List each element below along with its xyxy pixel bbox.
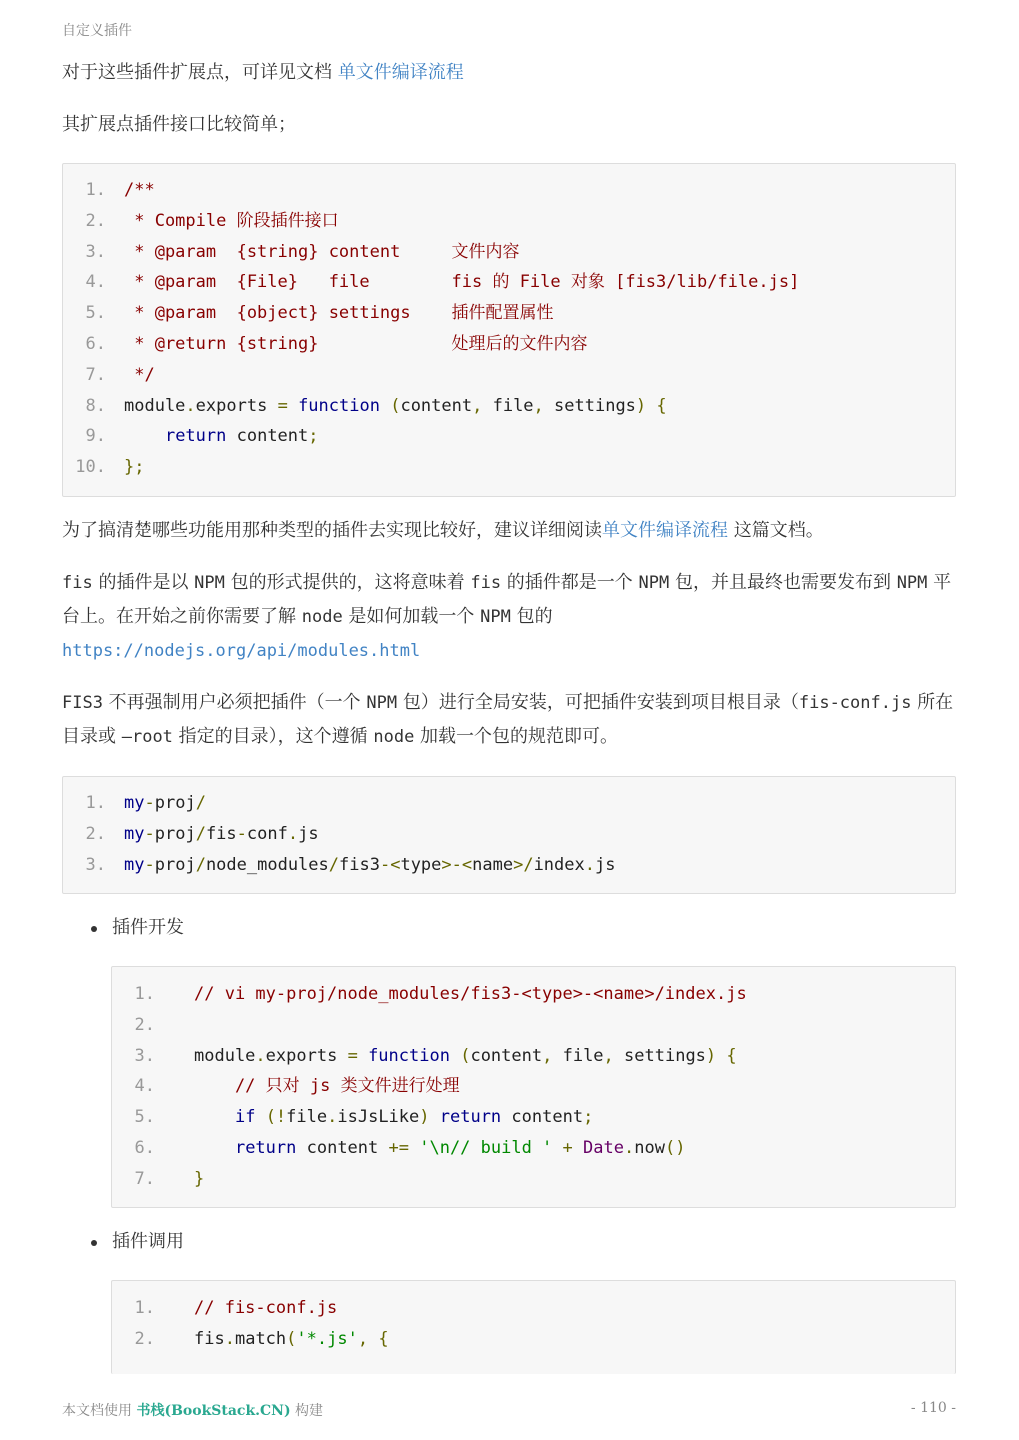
understand-paragraph: 为了搞清楚哪些功能用那种类型的插件去实现比较好，建议详细阅读单文件编译流程 这篇文档。 bbox=[62, 520, 824, 541]
compile-flow-link[interactable]: 单文件编译流程 bbox=[337, 62, 464, 83]
code-block-plugin-development bbox=[111, 966, 956, 1208]
code-line: 6. return content += '\n// build ' + Date . now () bbox=[134, 1137, 686, 1158]
code-line: 10. }; bbox=[75, 457, 145, 478]
page-footer bbox=[62, 1400, 956, 1420]
node-modules-url[interactable]: https://nodejs.org/api/modules.html bbox=[62, 641, 421, 661]
code-line: 2. bbox=[134, 1014, 155, 1035]
code-line: 3. * @param {string} content 文件内容 bbox=[85, 241, 520, 262]
fis3-install-paragraph: FIS3 不再强制用户必须把插件（一个 NPM 包）进行全局安装，可把插件安装到项目根目录（fis-conf.js 所在目录或 —root 指定的目录），这个遵循 node 加载一个包的规范即可。 bbox=[62, 692, 954, 747]
code-line: 4. * @param {File} file fis 的 File 对象 [fis3/lib/file.js] bbox=[85, 272, 800, 293]
code-line: 8. module . exports = function ( content , file , settings ) { bbox=[85, 395, 667, 416]
code-line: 3. module . exports = function ( content , file , settings ) { bbox=[134, 1045, 737, 1066]
code-line: 4. // 只对 js 类文件进行处理 bbox=[134, 1076, 460, 1097]
code-line: 1. // fis-conf.js bbox=[134, 1298, 338, 1318]
npm-paragraph: fis 的插件是以 NPM 包的形式提供的，这将意味着 fis 的插件都是一个 NPM 包，并且最终也需要发布到 NPM 平台上。在开始之前你需要了解 node 是如何加载一个 NPM 包的 https://nodejs.org/api/modules.html bbox=[62, 572, 952, 661]
code-block-project-structure bbox=[62, 776, 956, 894]
code-line: 1. my - proj / bbox=[85, 793, 206, 813]
code-line: 1. // vi my-proj/node_modules/fis3-<type>-<name>/index.js bbox=[134, 984, 747, 1004]
running-header: 自定义插件 bbox=[62, 23, 132, 39]
compile-flow-link-2[interactable]: 单文件编译流程 bbox=[602, 520, 728, 541]
intro-paragraph: 对于这些插件扩展点，可详见文档 单文件编译流程 bbox=[62, 62, 464, 83]
interface-note: 其扩展点插件接口比较简单； bbox=[62, 114, 296, 135]
page-number: - 110 - bbox=[910, 1400, 956, 1416]
steps-list-2 bbox=[62, 1225, 956, 1259]
code-line: 7. */ bbox=[85, 364, 155, 385]
list-item: 插件调用 bbox=[62, 1225, 956, 1259]
code-line: 1. /** bbox=[85, 180, 155, 200]
code-line: 3. my - proj / node_modules / fis3 -< type >-< name >/ index . js bbox=[85, 854, 616, 875]
list-item: 插件开发 bbox=[62, 911, 956, 945]
code-line: 7. } bbox=[134, 1168, 205, 1189]
code-block-plugin-usage bbox=[111, 1280, 956, 1374]
code-line: 2. fis . match ( '*.js' , { bbox=[134, 1328, 389, 1349]
code-line: 5. * @param {object} settings 插件配置属性 bbox=[85, 303, 554, 324]
code-line: 6. * @return {string} 处理后的文件内容 bbox=[85, 333, 588, 354]
code-line: 2. * Compile 阶段插件接口 bbox=[85, 210, 339, 231]
bookstack-brand[interactable]: 书栈(BookStack.CN) bbox=[136, 1403, 291, 1419]
code-block-plugin-interface bbox=[62, 163, 956, 497]
code-line: 9. return content ; bbox=[85, 426, 319, 447]
footer-credit: 本文档使用 书栈(BookStack.CN) 构建 bbox=[62, 1403, 324, 1419]
code-line: 2. my - proj / fis - conf . js bbox=[85, 823, 319, 844]
document-body bbox=[62, 56, 956, 1374]
steps-list bbox=[62, 911, 956, 945]
code-line: 5. if (! file . isJsLike ) return content ; bbox=[134, 1107, 594, 1128]
